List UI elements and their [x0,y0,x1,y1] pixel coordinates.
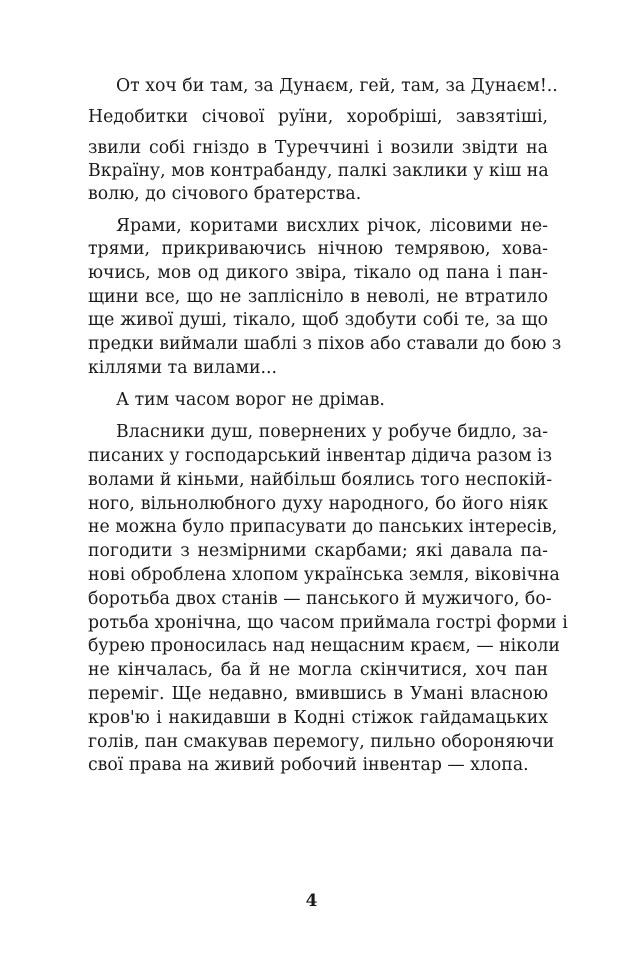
text-line: ротьба хронічна, що часом приймала гострі форми і [88,613,568,633]
text-line: не кінчалась, ба й не могла скінчитися, хоч пан [88,660,548,680]
text-line: волю, до січового братерства. [88,184,362,204]
text-line: Вкраїну, мов контрабанду, палкі заклики у кіш на [88,161,549,181]
page-number: 4 [305,891,318,911]
text-line: От хоч би там, за Дунаєм, гей, там, за Дунаєм!.. [116,76,558,96]
text-line: А тим часом ворог не дрімав. [116,390,385,410]
text-line: нові оброблена хлопом українська земля, віковічна [88,565,560,585]
text-line: не можна було припасувати до панських інтересів, [88,517,558,537]
text-line: погодити з незмірними скарбами; які давала па- [88,541,548,561]
text-line: кров'ю і накидавши в Кодні стіжок гайдамацьких [88,708,548,728]
text-line: писаних у господарський інвентар дідича разом із [88,446,553,466]
text-line: переміг. Ще недавно, вмившись в Умані власною [88,684,548,704]
text-line: ще живої душі, тікало, щоб здобути собі те, за що [88,310,548,330]
text-line: Недобитки січової руїни, хоробріші, завзятіші, [88,107,548,127]
text-line: волами й кіньми, найбільш боялись того неспокій- [88,470,553,490]
text-line: кіллями та вилами... [88,358,277,378]
text-line: Ярами, коритами висхлих річок, лісовими не- [116,216,548,236]
text-line: свої права на живий робочий інвентар — хлопа. [88,755,529,775]
text-line: предки виймали шаблі з піхов або ставали до бою з [88,334,562,354]
text-line: Власники душ, повернених у робуче бидло, за- [116,422,548,442]
text-line: звили собі гніздо в Туреччині і возили звідти на [88,138,548,158]
text-line: трями, прикриваючись нічною темрявою, хова- [88,239,548,259]
text-line: ного, вільнолюбного духу народного, бо його ніяк [88,494,548,514]
text-line: ючись, мов од дикого звіра, тікало од пана і пан- [88,263,548,283]
text-line: бурею проносилась над нещасним краєм, — ніколи [88,636,560,656]
text-line: голів, пан смакував перемогу, пильно обороняючи [88,732,555,752]
text-line: боротьба двох станів — панського й мужичого, бо- [88,589,552,609]
text-line: щини все, що не заплісніло в неволі, не втратило [88,287,548,307]
